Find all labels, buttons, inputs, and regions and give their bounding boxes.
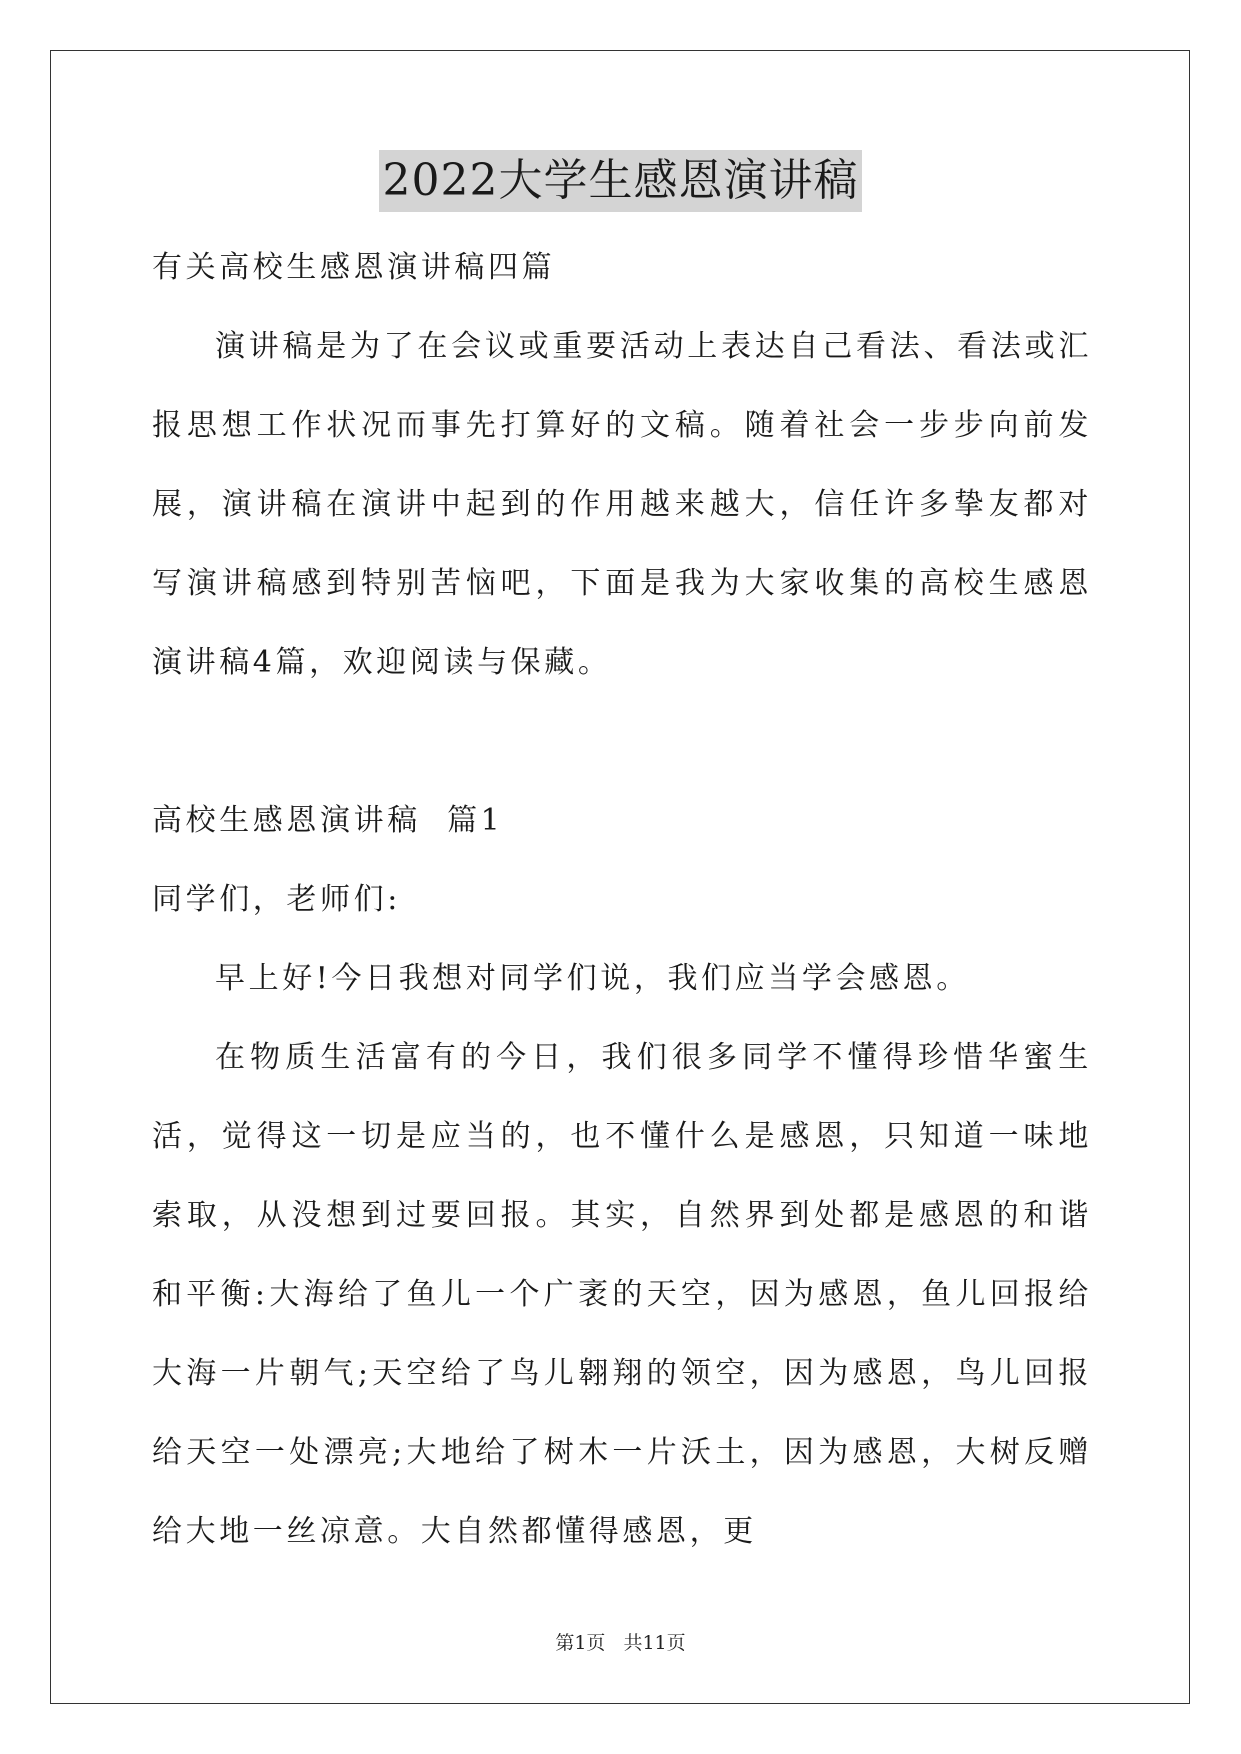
title-container — [0, 150, 1241, 212]
section-spacer — [152, 702, 1092, 781]
document-title: 2022大学生感恩演讲稿 — [379, 150, 863, 212]
body-paragraph-2: 在物质生活富有的今日，我们很多同学不懂得珍惜华蜜生活，觉得这一切是应当的，也不懂什么是感恩，只知道一味地索取，从没想到过要回报。其实，自然界到处都是感恩的和谐和平衡:大海给了鱼儿一个广袤的天空，因为感恩，鱼儿回报给大海一片朝气;天空给了鸟儿翱翔的领空，因为感恩，鸟儿回报给天空一处漂亮;大地给了树木一片沃土，因为感恩，大树反赠给大地一丝凉意。大自然都懂得感恩，更 — [152, 1040, 1092, 1549]
page-footer — [0, 1628, 1241, 1655]
page-number: 第1页 — [555, 1632, 606, 1654]
intro-paragraph: 演讲稿是为了在会议或重要活动上表达自己看法、看法或汇报思想工作状况而事先打算好的文稿。随着社会一步步向前发展，演讲稿在演讲中起到的作用越来越大，信任许多挚友都对写演讲稿感到特别苦恼吧，下面是我为大家收集的高校生感恩演讲稿4篇，欢迎阅读与保藏。 — [152, 329, 1092, 680]
body-paragraph-1: 早上好!今日我想对同学们说，我们应当学会感恩。 — [215, 961, 970, 996]
document-body — [152, 228, 1092, 1571]
salutation: 同学们，老师们: — [152, 882, 401, 917]
section-heading: 高校生感恩演讲稿 篇1 — [152, 803, 504, 838]
document-subtitle: 有关高校生感恩演讲稿四篇 — [152, 250, 556, 285]
page-total: 共11页 — [623, 1632, 686, 1654]
